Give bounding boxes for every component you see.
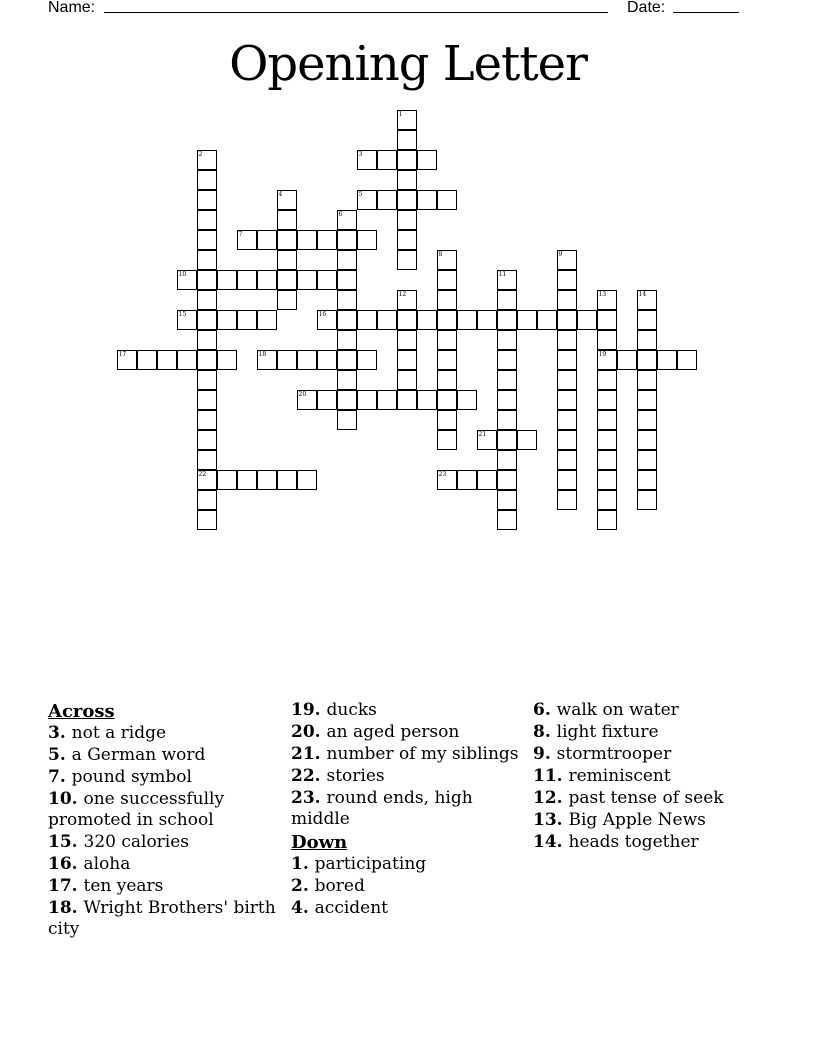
cell-number: 17 (118, 350, 127, 358)
grid-cell[interactable] (397, 370, 417, 390)
cell-number: 8 (438, 250, 443, 258)
down-clue (533, 766, 765, 787)
grid-cell[interactable] (377, 150, 397, 170)
grid-cell[interactable] (397, 350, 417, 370)
grid-cell[interactable] (677, 350, 697, 370)
clue-number: 12. (533, 788, 569, 808)
grid-cell[interactable] (637, 410, 657, 430)
clue-number: 5. (48, 745, 72, 765)
clue-number: 9. (533, 744, 557, 764)
clue-text: round ends, high middle (291, 788, 473, 829)
grid-cell[interactable] (277, 190, 297, 210)
grid-cell[interactable] (197, 470, 217, 490)
grid-cell[interactable] (197, 290, 217, 310)
grid-cell[interactable] (497, 490, 517, 510)
grid-cell[interactable] (277, 290, 297, 310)
grid-cell[interactable] (637, 490, 657, 510)
clue-text: aloha (83, 854, 131, 874)
grid-cell[interactable] (297, 230, 317, 250)
grid-cell[interactable] (337, 410, 357, 430)
grid-cell[interactable] (517, 310, 537, 330)
across-clue (291, 788, 523, 830)
across-heading: Across (48, 701, 115, 722)
grid-cell[interactable] (177, 310, 197, 330)
grid-cell[interactable] (297, 350, 317, 370)
down-heading: Down (291, 832, 348, 853)
clue-text: participating (314, 854, 427, 874)
grid-cell[interactable] (237, 230, 257, 250)
grid-cell[interactable] (597, 430, 617, 450)
grid-cell[interactable] (357, 350, 377, 370)
grid-cell[interactable] (637, 390, 657, 410)
clue-text: Big Apple News (568, 810, 706, 830)
grid-cell[interactable] (497, 330, 517, 350)
grid-cell[interactable] (377, 310, 397, 330)
grid-cell[interactable] (657, 350, 677, 370)
grid-cell[interactable] (477, 430, 497, 450)
grid-cell[interactable] (597, 390, 617, 410)
cell-number: 2 (198, 150, 203, 158)
grid-cell[interactable] (637, 350, 657, 370)
grid-cell[interactable] (557, 250, 577, 270)
clue-text: a German word (71, 745, 206, 765)
grid-cell[interactable] (277, 350, 297, 370)
grid-cell[interactable] (597, 330, 617, 350)
page-title: Opening Letter (229, 36, 587, 92)
grid-cell[interactable] (277, 210, 297, 230)
clue-text: number of my siblings (326, 744, 519, 764)
grid-cell[interactable] (437, 270, 457, 290)
clue-text: ten years (83, 876, 164, 896)
date-blank-line[interactable] (673, 12, 739, 13)
grid-cell[interactable] (197, 370, 217, 390)
grid-cell[interactable] (597, 310, 617, 330)
grid-cell[interactable] (497, 430, 517, 450)
grid-cell[interactable] (617, 350, 637, 370)
grid-cell[interactable] (197, 450, 217, 470)
clue-number: 2. (291, 876, 315, 896)
grid-cell[interactable] (277, 230, 297, 250)
clue-number: 20. (291, 722, 327, 742)
grid-cell[interactable] (597, 350, 617, 370)
cell-number: 16 (318, 310, 327, 318)
grid-cell[interactable] (557, 430, 577, 450)
down-clue (291, 898, 523, 919)
grid-cell[interactable] (517, 430, 537, 450)
grid-cell[interactable] (497, 450, 517, 470)
clue-text: light fixture (556, 722, 659, 742)
grid-cell[interactable] (497, 350, 517, 370)
grid-cell[interactable] (397, 150, 417, 170)
clue-text: past tense of seek (568, 788, 724, 808)
crossword-grid (117, 110, 717, 540)
grid-cell[interactable] (497, 510, 517, 530)
grid-cell[interactable] (317, 350, 337, 370)
clues-column-2 (291, 700, 523, 920)
grid-cell[interactable] (457, 390, 477, 410)
clues-column-3 (533, 700, 765, 854)
cell-number: 14 (638, 290, 647, 298)
clue-number: 4. (291, 898, 315, 918)
across-clue (291, 766, 523, 787)
grid-cell[interactable] (237, 310, 257, 330)
grid-cell[interactable] (157, 350, 177, 370)
cell-number: 23 (438, 470, 447, 478)
grid-cell[interactable] (597, 410, 617, 430)
grid-cell[interactable] (217, 270, 237, 290)
clue-number: 1. (291, 854, 315, 874)
grid-cell[interactable] (637, 470, 657, 490)
clue-number: 10. (48, 789, 84, 809)
grid-cell[interactable] (457, 310, 477, 330)
grid-cell[interactable] (397, 230, 417, 250)
grid-cell[interactable] (197, 170, 217, 190)
grid-cell[interactable] (397, 390, 417, 410)
grid-cell[interactable] (197, 490, 217, 510)
grid-cell[interactable] (277, 270, 297, 290)
grid-cell[interactable] (197, 150, 217, 170)
down-clue (533, 700, 765, 721)
clue-text: pound symbol (71, 767, 192, 787)
clue-text: one successfully promoted in school (48, 789, 225, 830)
grid-cell[interactable] (437, 250, 457, 270)
grid-cell[interactable] (637, 430, 657, 450)
clue-number: 21. (291, 744, 327, 764)
grid-cell[interactable] (237, 270, 257, 290)
grid-cell[interactable] (537, 310, 557, 330)
cell-number: 3 (358, 150, 363, 158)
grid-cell[interactable] (177, 270, 197, 290)
grid-cell[interactable] (317, 230, 337, 250)
grid-cell[interactable] (497, 470, 517, 490)
grid-cell[interactable] (337, 310, 357, 330)
cell-number: 11 (498, 270, 507, 278)
grid-cell[interactable] (417, 190, 437, 210)
grid-cell[interactable] (557, 470, 577, 490)
grid-cell[interactable] (397, 310, 417, 330)
clue-number: 3. (48, 723, 72, 743)
grid-cell[interactable] (117, 350, 137, 370)
across-clue (48, 723, 280, 744)
grid-cell[interactable] (557, 270, 577, 290)
grid-cell[interactable] (557, 310, 577, 330)
down-clue (291, 876, 523, 897)
down-clue (533, 832, 765, 853)
grid-cell[interactable] (197, 430, 217, 450)
grid-cell[interactable] (337, 210, 357, 230)
grid-cell[interactable] (397, 330, 417, 350)
across-clue (48, 745, 280, 766)
grid-cell[interactable] (477, 310, 497, 330)
grid-cell[interactable] (297, 390, 317, 410)
grid-cell[interactable] (497, 270, 517, 290)
grid-cell[interactable] (257, 270, 277, 290)
clue-text: heads together (568, 832, 699, 852)
cell-number: 13 (598, 290, 607, 298)
clue-number: 15. (48, 832, 84, 852)
grid-cell[interactable] (397, 210, 417, 230)
grid-cell[interactable] (597, 290, 617, 310)
grid-cell[interactable] (397, 110, 417, 130)
grid-cell[interactable] (437, 390, 457, 410)
clue-number: 23. (291, 788, 327, 808)
grid-cell[interactable] (557, 370, 577, 390)
grid-cell[interactable] (197, 410, 217, 430)
grid-cell[interactable] (437, 430, 457, 450)
grid-cell[interactable] (357, 310, 377, 330)
grid-cell[interactable] (297, 270, 317, 290)
clue-number: 6. (533, 700, 557, 720)
grid-cell[interactable] (177, 350, 197, 370)
grid-cell[interactable] (257, 310, 277, 330)
across-clue (48, 789, 280, 831)
clue-text: stories (326, 766, 385, 786)
grid-cell[interactable] (197, 330, 217, 350)
cell-number: 6 (338, 210, 343, 218)
down-clue (533, 744, 765, 765)
cell-number: 5 (358, 190, 363, 198)
grid-cell[interactable] (197, 310, 217, 330)
grid-cell[interactable] (497, 310, 517, 330)
clue-text: stormtrooper (556, 744, 672, 764)
cell-number: 18 (258, 350, 267, 358)
grid-cell[interactable] (337, 330, 357, 350)
grid-cell[interactable] (437, 470, 457, 490)
cell-number: 19 (598, 350, 607, 358)
grid-cell[interactable] (197, 230, 217, 250)
grid-cell[interactable] (557, 330, 577, 350)
grid-cell[interactable] (597, 490, 617, 510)
grid-cell[interactable] (197, 210, 217, 230)
across-clue (48, 832, 280, 853)
name-label: Name: (48, 0, 96, 16)
grid-cell[interactable] (197, 510, 217, 530)
grid-cell[interactable] (197, 270, 217, 290)
clue-number: 11. (533, 766, 569, 786)
across-clue (48, 876, 280, 897)
grid-cell[interactable] (137, 350, 157, 370)
grid-cell[interactable] (437, 410, 457, 430)
grid-cell[interactable] (557, 410, 577, 430)
clue-number: 7. (48, 767, 72, 787)
down-clue (291, 854, 523, 875)
across-clue (48, 767, 280, 788)
grid-cell[interactable] (197, 250, 217, 270)
grid-cell[interactable] (257, 230, 277, 250)
grid-cell[interactable] (377, 390, 397, 410)
grid-cell[interactable] (597, 470, 617, 490)
grid-cell[interactable] (417, 310, 437, 330)
down-clue (533, 810, 765, 831)
grid-cell[interactable] (357, 150, 377, 170)
grid-cell[interactable] (277, 250, 297, 270)
grid-cell[interactable] (257, 470, 277, 490)
grid-cell[interactable] (637, 370, 657, 390)
clue-number: 13. (533, 810, 569, 830)
grid-cell[interactable] (337, 230, 357, 250)
across-clue (291, 722, 523, 743)
grid-cell[interactable] (317, 390, 337, 410)
grid-cell[interactable] (197, 390, 217, 410)
grid-cell[interactable] (437, 310, 457, 330)
grid-cell[interactable] (397, 290, 417, 310)
grid-cell[interactable] (337, 290, 357, 310)
clue-number: 16. (48, 854, 84, 874)
grid-cell[interactable] (397, 130, 417, 150)
grid-cell[interactable] (437, 330, 457, 350)
clue-number: 17. (48, 876, 84, 896)
cell-number: 1 (398, 110, 403, 118)
grid-cell[interactable] (377, 190, 397, 210)
clue-text: bored (314, 876, 365, 896)
clue-number: 18. (48, 898, 84, 918)
grid-cell[interactable] (197, 190, 217, 210)
grid-cell[interactable] (437, 190, 457, 210)
grid-cell[interactable] (557, 350, 577, 370)
grid-cell[interactable] (557, 390, 577, 410)
grid-cell[interactable] (557, 490, 577, 510)
grid-cell[interactable] (297, 470, 317, 490)
grid-cell[interactable] (437, 350, 457, 370)
grid-cell[interactable] (497, 370, 517, 390)
grid-cell[interactable] (397, 190, 417, 210)
cell-number: 22 (198, 470, 207, 478)
down-clue (533, 722, 765, 743)
grid-cell[interactable] (317, 310, 337, 330)
grid-cell[interactable] (597, 510, 617, 530)
grid-cell[interactable] (497, 290, 517, 310)
grid-cell[interactable] (337, 250, 357, 270)
grid-cell[interactable] (457, 470, 477, 490)
clue-text: walk on water (556, 700, 679, 720)
grid-cell[interactable] (397, 250, 417, 270)
grid-cell[interactable] (357, 190, 377, 210)
grid-cell[interactable] (437, 290, 457, 310)
cell-number: 20 (298, 390, 307, 398)
grid-cell[interactable] (637, 310, 657, 330)
grid-cell[interactable] (237, 470, 257, 490)
grid-cell[interactable] (557, 290, 577, 310)
clue-number: 19. (291, 700, 327, 720)
clue-text: Wright Brothers' birth city (48, 898, 276, 939)
cell-number: 10 (178, 270, 187, 278)
grid-cell[interactable] (277, 470, 297, 490)
cell-number: 9 (558, 250, 563, 258)
grid-cell[interactable] (337, 390, 357, 410)
cell-number: 15 (178, 310, 187, 318)
across-clue (291, 700, 523, 721)
grid-cell[interactable] (557, 450, 577, 470)
name-blank-line[interactable] (104, 12, 608, 13)
grid-cell[interactable] (197, 350, 217, 370)
grid-cell[interactable] (337, 270, 357, 290)
grid-cell[interactable] (397, 170, 417, 190)
across-clue (48, 854, 280, 875)
clue-number: 8. (533, 722, 557, 742)
clue-text: 320 calories (83, 832, 190, 852)
clue-text: reminiscent (568, 766, 671, 786)
across-clue (291, 744, 523, 765)
grid-cell[interactable] (497, 410, 517, 430)
clue-number: 14. (533, 832, 569, 852)
grid-cell[interactable] (337, 350, 357, 370)
grid-cell[interactable] (257, 350, 277, 370)
down-clue (533, 788, 765, 809)
grid-cell[interactable] (637, 290, 657, 310)
grid-cell[interactable] (357, 230, 377, 250)
date-label: Date: (627, 0, 666, 16)
grid-cell[interactable] (597, 450, 617, 470)
grid-cell[interactable] (337, 370, 357, 390)
clues-column-1 (48, 700, 280, 941)
grid-cell[interactable] (317, 270, 337, 290)
clue-text: accident (314, 898, 389, 918)
grid-cell[interactable] (217, 470, 237, 490)
clue-number: 22. (291, 766, 327, 786)
cell-number: 7 (238, 230, 243, 238)
grid-cell[interactable] (477, 470, 497, 490)
cell-number: 4 (278, 190, 283, 198)
grid-cell[interactable] (597, 370, 617, 390)
grid-cell[interactable] (437, 370, 457, 390)
grid-cell[interactable] (577, 310, 597, 330)
clue-text: ducks (326, 700, 377, 720)
grid-cell[interactable] (217, 310, 237, 330)
grid-cell[interactable] (417, 150, 437, 170)
name-date-header (48, 0, 748, 20)
across-clue (48, 898, 280, 940)
clue-text: an aged person (326, 722, 460, 742)
clue-text: not a ridge (71, 723, 167, 743)
grid-cell[interactable] (357, 390, 377, 410)
cell-number: 21 (478, 430, 487, 438)
grid-cell[interactable] (497, 390, 517, 410)
grid-cell[interactable] (417, 390, 437, 410)
grid-cell[interactable] (217, 350, 237, 370)
grid-cell[interactable] (637, 450, 657, 470)
cell-number: 12 (398, 290, 407, 298)
grid-cell[interactable] (637, 330, 657, 350)
